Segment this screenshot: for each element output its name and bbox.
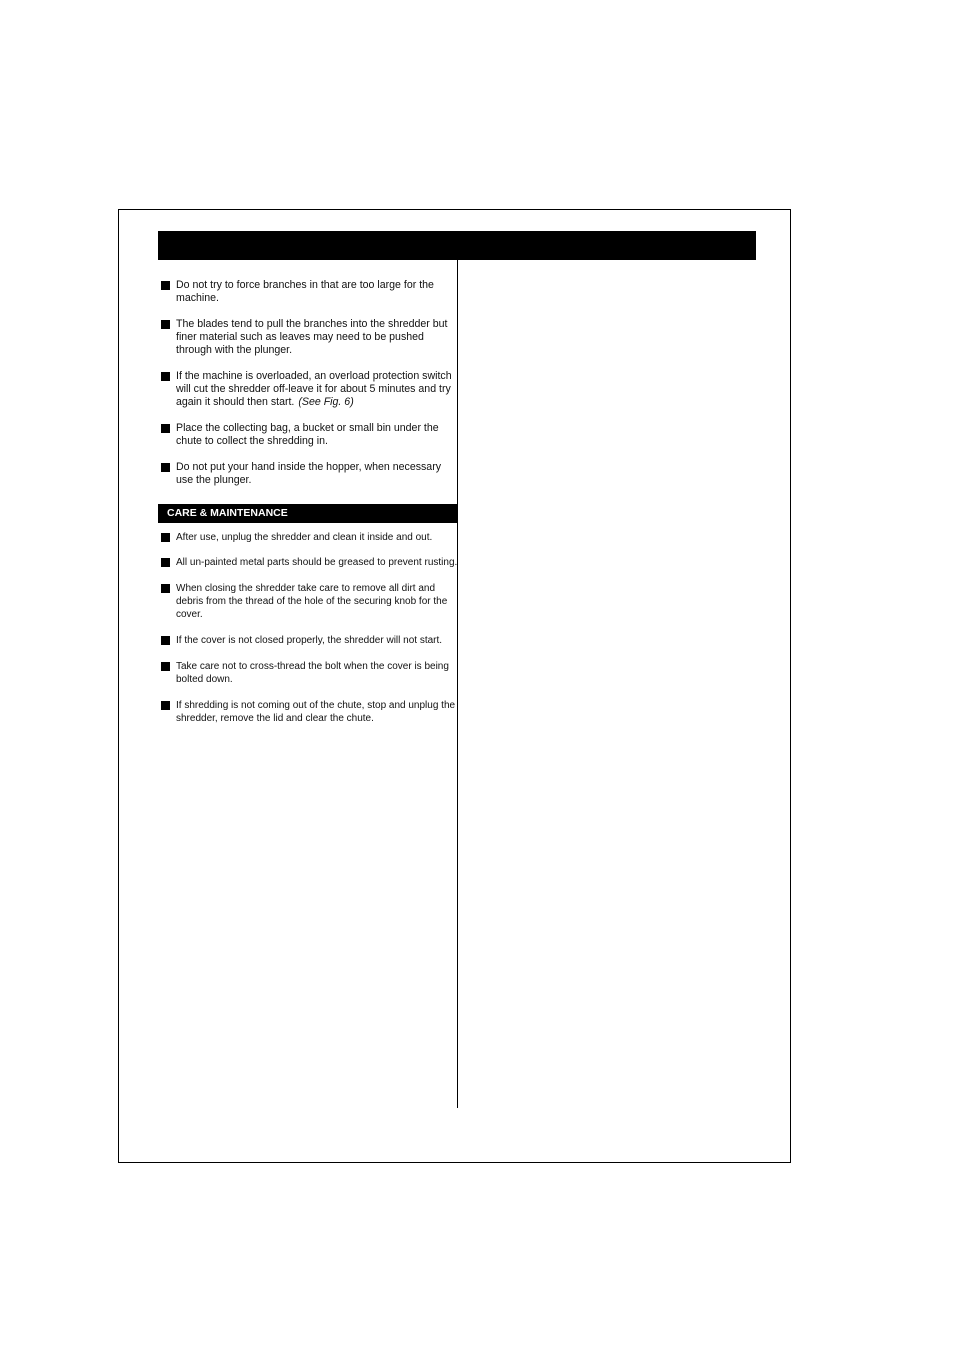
- list-item-text: If the cover is not closed properly, the shredder will not start.: [176, 635, 443, 646]
- list-item-text: Do not put your hand inside the hopper, when necessary use the plunger.: [176, 461, 442, 486]
- list-item-text: If the machine is overloaded, an overload protection switch will cut the shredder off-leave it for about 5 minutes and try again it should then start.: [176, 370, 452, 408]
- list-item: [158, 556, 458, 569]
- list-item-text: When closing the shredder take care to remove all dirt and debris from the thread of the hole of the securing knob for the cover.: [176, 583, 448, 620]
- instructions-list: [158, 279, 458, 500]
- list-item: [158, 531, 458, 544]
- list-item: [158, 660, 458, 686]
- bullet-square-icon: [161, 533, 170, 542]
- section-heading: CARE & MAINTENANCE: [158, 504, 458, 523]
- bullet-square-icon: [161, 701, 170, 710]
- list-item: [158, 582, 458, 621]
- care-list: [158, 531, 458, 738]
- list-item-text: After use, unplug the shredder and clean it inside and out.: [176, 532, 433, 543]
- header-bar: [158, 231, 756, 260]
- bullet-square-icon: [161, 662, 170, 671]
- list-item: [158, 318, 458, 357]
- list-item-text: All un-painted metal parts should be greased to prevent rusting.: [176, 557, 458, 568]
- list-item: [158, 699, 458, 725]
- bullet-square-icon: [161, 558, 170, 567]
- list-item: [158, 634, 458, 647]
- list-item-text: If shredding is not coming out of the chute, stop and unplug the shredder, remove the lid and clear the chute.: [176, 700, 456, 724]
- list-item-text: Place the collecting bag, a bucket or small bin under the chute to collect the shredding in.: [176, 422, 439, 447]
- bullet-square-icon: [161, 463, 170, 472]
- list-item-text: The blades tend to pull the branches into the shredder but finer material such as leaves may need to be pushed through with the plunger.: [176, 318, 448, 356]
- bullet-square-icon: [161, 584, 170, 593]
- figure-reference: (See Fig. 6): [298, 396, 354, 408]
- bullet-square-icon: [161, 424, 170, 433]
- list-item: [158, 279, 458, 305]
- list-item: [158, 422, 458, 448]
- bullet-square-icon: [161, 636, 170, 645]
- bullet-square-icon: [161, 372, 170, 381]
- list-item-text: Do not try to force branches in that are too large for the machine.: [176, 279, 434, 304]
- list-item-text: Take care not to cross-thread the bolt when the cover is being bolted down.: [176, 661, 449, 685]
- bullet-square-icon: [161, 281, 170, 290]
- list-item: [158, 370, 458, 409]
- bullet-square-icon: [161, 320, 170, 329]
- list-item: [158, 461, 458, 487]
